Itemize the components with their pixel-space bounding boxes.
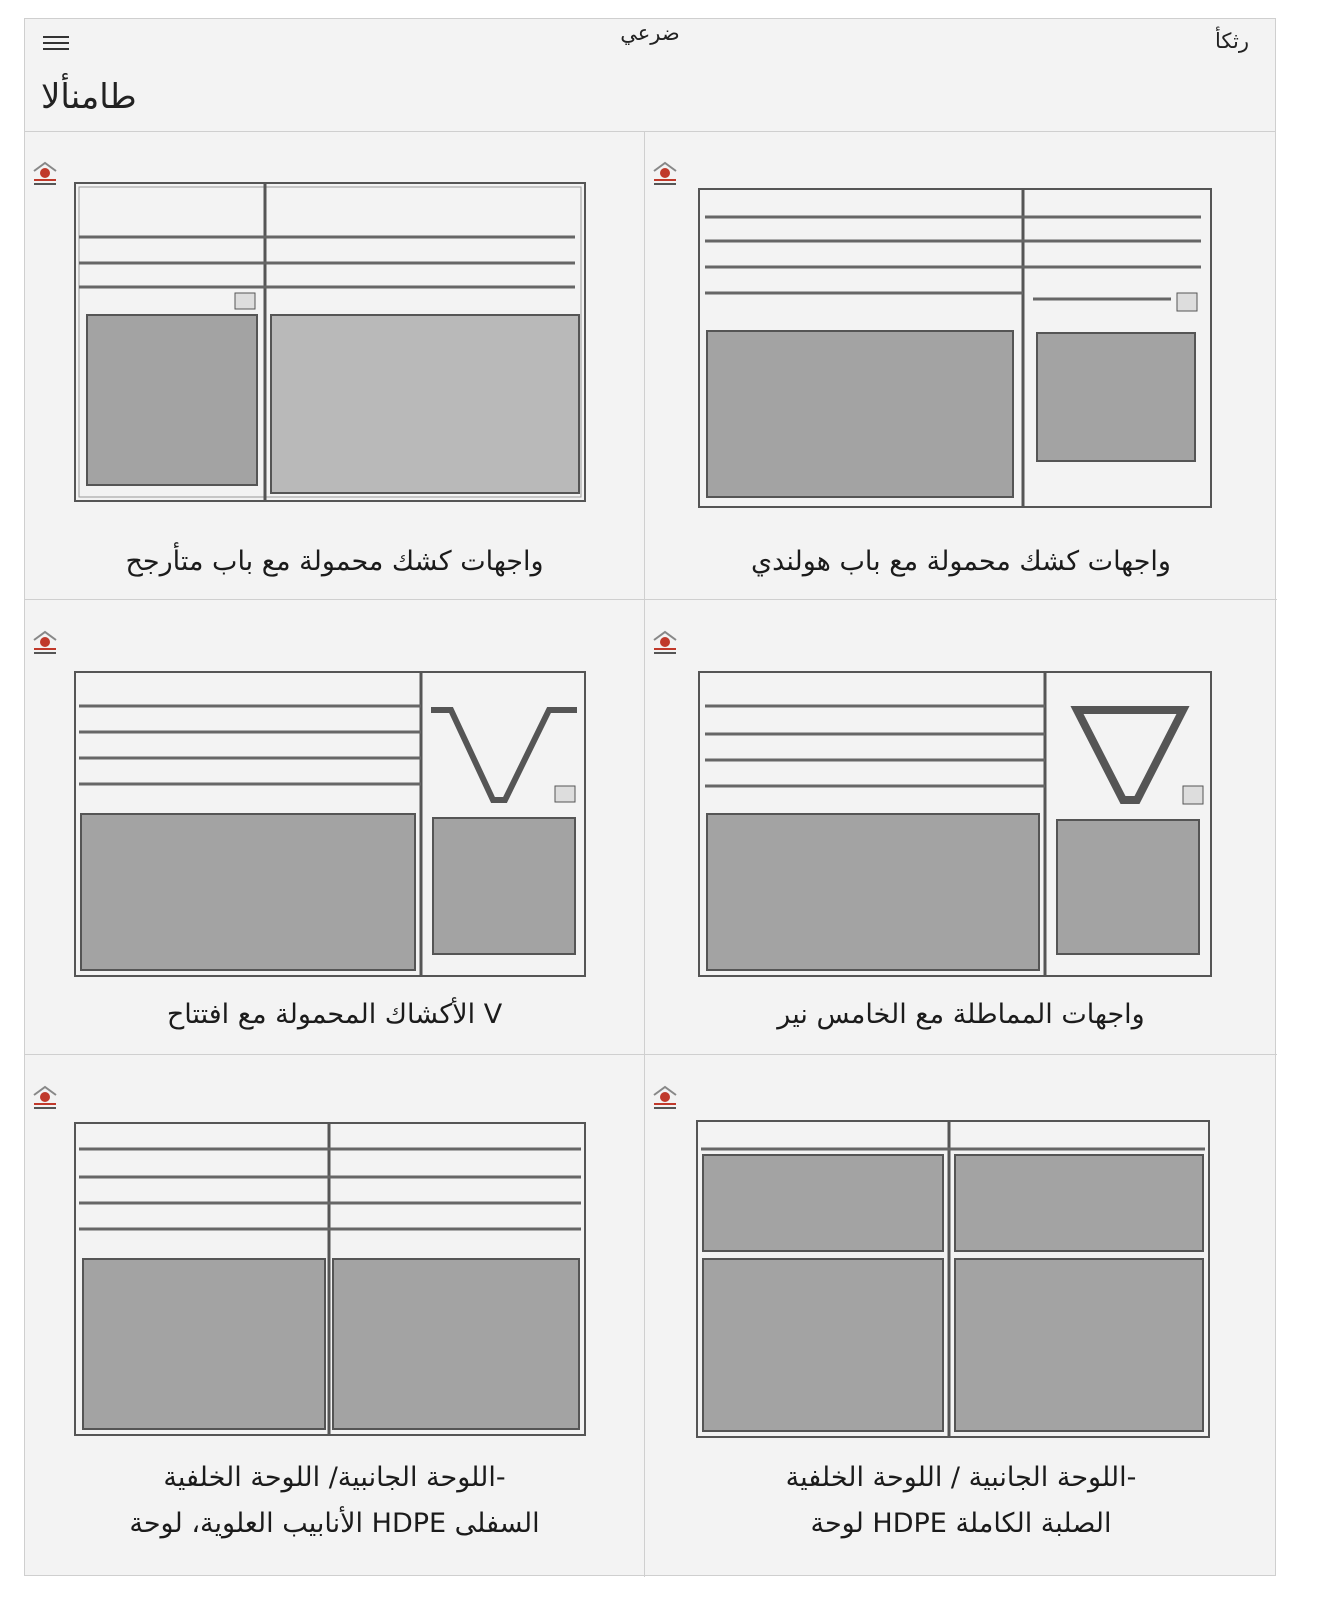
product-card-swing-door[interactable] (25, 131, 645, 600)
brand-logo-icon (31, 1083, 59, 1111)
product-card-dutch-door[interactable] (645, 131, 1277, 600)
product-caption[interactable]: الأكشاك المحمولة مع افتتاح V (166, 999, 503, 1030)
swing-door-stall-drawing (65, 175, 605, 515)
page-frame (24, 18, 1276, 1576)
page-title: ضرعي (620, 21, 680, 45)
brand-logo-icon (651, 628, 679, 656)
product-caption[interactable]: اللوحة الجانبية / اللوحة الخلفية- لوحة HDPE الصلبة الكاملة (785, 1462, 1137, 1539)
product-card-yoke[interactable] (645, 600, 1277, 1055)
full-hdpe-panel-drawing (693, 1099, 1233, 1439)
brand-logo-icon (31, 628, 59, 656)
yoke-stall-drawing (693, 644, 1233, 984)
product-card-side-panel-tubes[interactable] (25, 1055, 645, 1577)
product-caption[interactable]: واجهات كشك محمولة مع باب هولندي (751, 546, 1171, 577)
brand-logo-icon (31, 159, 59, 187)
v-opening-stall-drawing (65, 644, 605, 984)
side-panel-tubes-drawing (65, 1099, 605, 1439)
product-caption[interactable]: اللوحة الجانبية/ اللوحة الخلفية- الأنابيب العلوية، لوحة HDPE السفلى (129, 1462, 540, 1539)
dutch-door-stall-drawing (693, 175, 1233, 515)
product-caption[interactable]: واجهات كشك محمولة مع باب متأرجح (125, 546, 544, 577)
product-card-v-opening[interactable] (25, 600, 645, 1055)
section-heading: طامنألا (41, 77, 137, 117)
brand-logo-icon (651, 1083, 679, 1111)
product-card-full-hdpe[interactable] (645, 1055, 1277, 1577)
more-link[interactable]: رثكأ (1215, 29, 1249, 53)
top-bar (25, 19, 1275, 132)
product-caption[interactable]: واجهات المماطلة مع الخامس نير (777, 999, 1145, 1030)
brand-logo-icon (651, 159, 679, 187)
product-grid (25, 131, 1275, 1577)
